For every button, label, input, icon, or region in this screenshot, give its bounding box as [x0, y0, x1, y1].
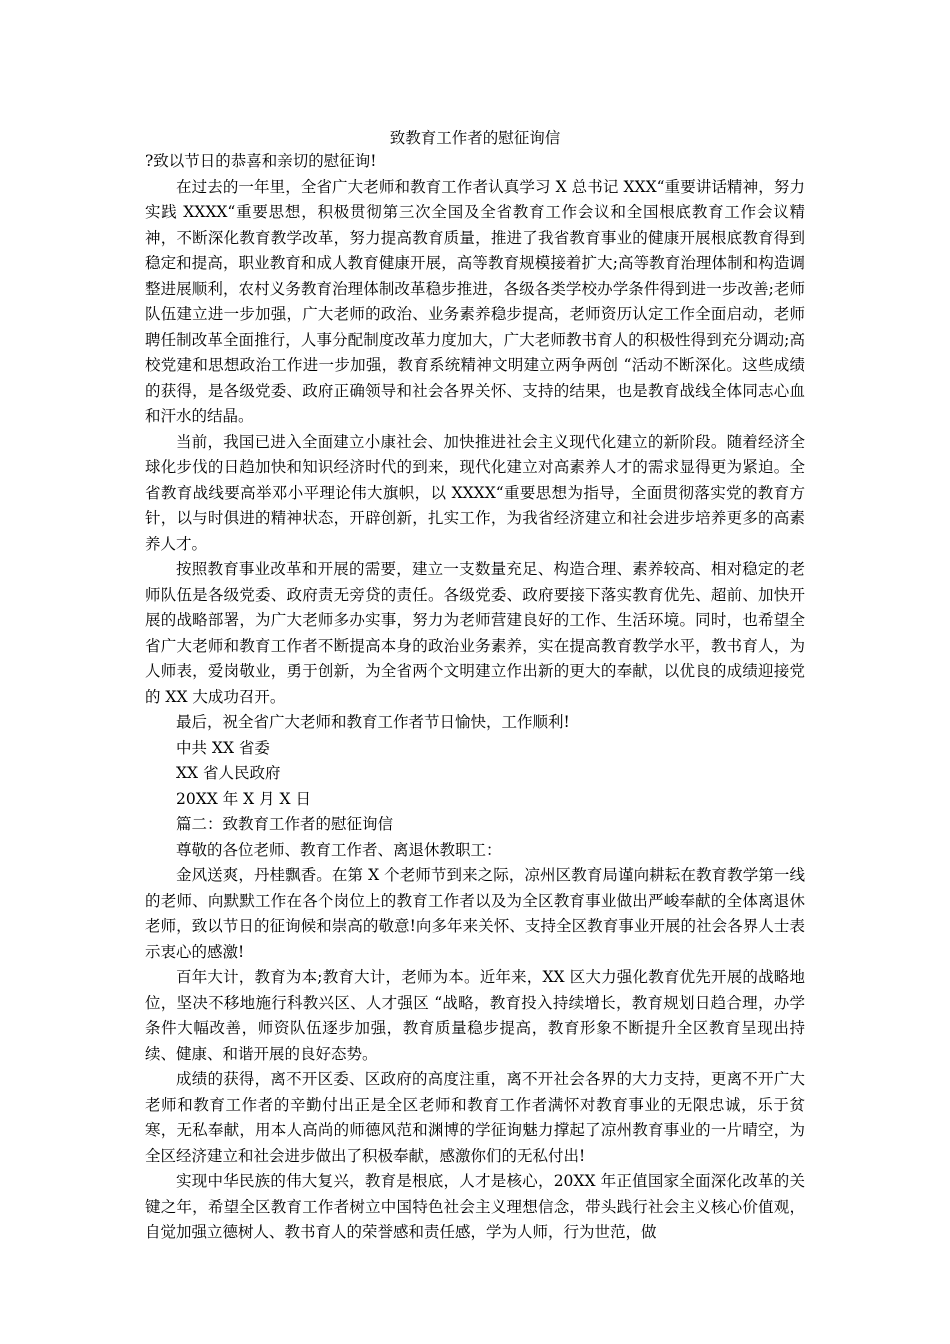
- closing-wish: 最后，祝全省广大老师和教育工作者节日愉快，工作顺利!: [176, 713, 570, 731]
- body-paragraph: 当前，我国已进入全面建立小康社会、加快推进社会主义现代化建立的新阶段。随着经济全球化步伐的日趋加快和知识经济时代的到来，现代化建立对高素养人才的需求显得更为紧迫。全省教育战线要高举邓小平理论伟大旗帜，以 XXXX“重要思想为指导，全面贯彻落实党的教育方针，以与时俱进的精神状态，开辟创新，扎实工作，为我省经济建立和社会进步培养更多的高素养人才。: [145, 432, 805, 553]
- signature-date: 20XX 年 X 月 X 日: [176, 789, 311, 808]
- salutation: 尊敬的各位老师、教育工作者、离退休教职工：: [176, 840, 502, 859]
- greeting-line: ?致以节日的恭喜和亲切的慰征询!: [145, 152, 377, 170]
- document-body: [145, 149, 805, 1246]
- body-paragraph: 在过去的一年里，全省广大老师和教育工作者认真学习 X 总书记 XXX“重要讲话精神，努力实践 XXXX“重要思想，积极贯彻第三次全国及全省教育工作会议和全国根底教育工作会议精神，不断深化教育教学改革，努力提高教育质量，推进了我省教育事业的健康开展根底教育得到稳定和提高，职业教育和成人教育健康开展，高等教育规模接着扩大;高等教育治理体制和构造调整进展顺利，农村义务教育治理体制改革稳步推进，各级各类学校办学条件得到进一步改善;老师队伍建立进一步加强，广大老师的政治、业务素养稳步提高，老师资历认定工作全面启动，老师聘任制改革全面推行，人事分配制度改革力度加大，广大老师教书育人的积极性得到充分调动;高校党建和思想政治工作进一步加强，教育系统精神文明建立两争两创 “活动不断深化。这些成绩的获得，是各级党委、政府正确领导和社会各界关怀、支持的结果，也是教育战线全体同志心血和汗水的结晶。: [145, 177, 805, 425]
- body-paragraph: 实现中华民族的伟大复兴，教育是根底，人才是核心，20XX 年正值国家全面深化改革的关键之年，希望全区教育工作者树立中国特色社会主义理想信念，带头践行社会主义核心价值观，自觉加强立德树人、教书育人的荣誉感和责任感，学为人师，行为世范，做: [145, 1172, 805, 1241]
- body-paragraph: 金风送爽，丹桂飘香。在第 X 个老师节到来之际，凉州区教育局谨向耕耘在教育教学第一线的老师、向默默工作在各个岗位上的教育工作者以及为全区教育事业做出严峻奉献的全体离退休老师，致以节日的征询候和崇高的敬意!向多年来关怀、支持全区教育事业开展的社会各界人士表示衷心的感激!: [145, 866, 805, 961]
- body-paragraph: 成绩的获得，离不开区委、区政府的高度注重，离不开社会各界的大力支持，更离不开广大老师和教育工作者的辛勤付出正是全区老师和教育工作者满怀对教育事业的无限忠诚，乐于贫寒，无私奉献，用本人高尚的师德风范和渊博的学征询魅力撑起了凉州教育事业的一片晴空，为全区经济建立和社会进步做出了积极奉献，感激你们的无私付出!: [145, 1070, 805, 1165]
- body-paragraph: 百年大计，教育为本;教育大计，老师为本。近年来，XX 区大力强化教育优先开展的战略地位，坚决不移地施行科教兴区、人才强区 “战略，教育投入持续增长，教育规划日趋合理，办学条件大幅改善，师资队伍逐步加强，教育质量稳步提高，教育形象不断提升全区教育呈现出持续、健康、和谐开展的良好态势。: [145, 968, 805, 1063]
- section-heading: 篇二：致教育工作者的慰征询信: [176, 815, 394, 833]
- body-paragraph: 按照教育事业改革和开展的需要，建立一支数量充足、构造合理、素养较高、相对稳定的老师队伍是各级党委、政府责无旁贷的责任。各级党委、政府要接下落实教育优先、超前、加快开展的战略部署，为广大老师多办实事，努力为老师营建良好的工作、生活环境。同时，也希望全省广大老师和教育工作者不断提高本身的政治业务素养，实在提高教育教学水平，教书育人，为人师表，爱岗敬业，勇于创新，为全省两个文明建立作出新的更大的奉献，以优良的成绩迎接党的 XX 大成功召开。: [145, 560, 805, 706]
- document-title: 致教育工作者的慰征询信: [389, 129, 561, 147]
- signature-party-committee: 中共 XX 省委: [176, 738, 270, 757]
- signature-government: XX 省人民政府: [176, 764, 281, 782]
